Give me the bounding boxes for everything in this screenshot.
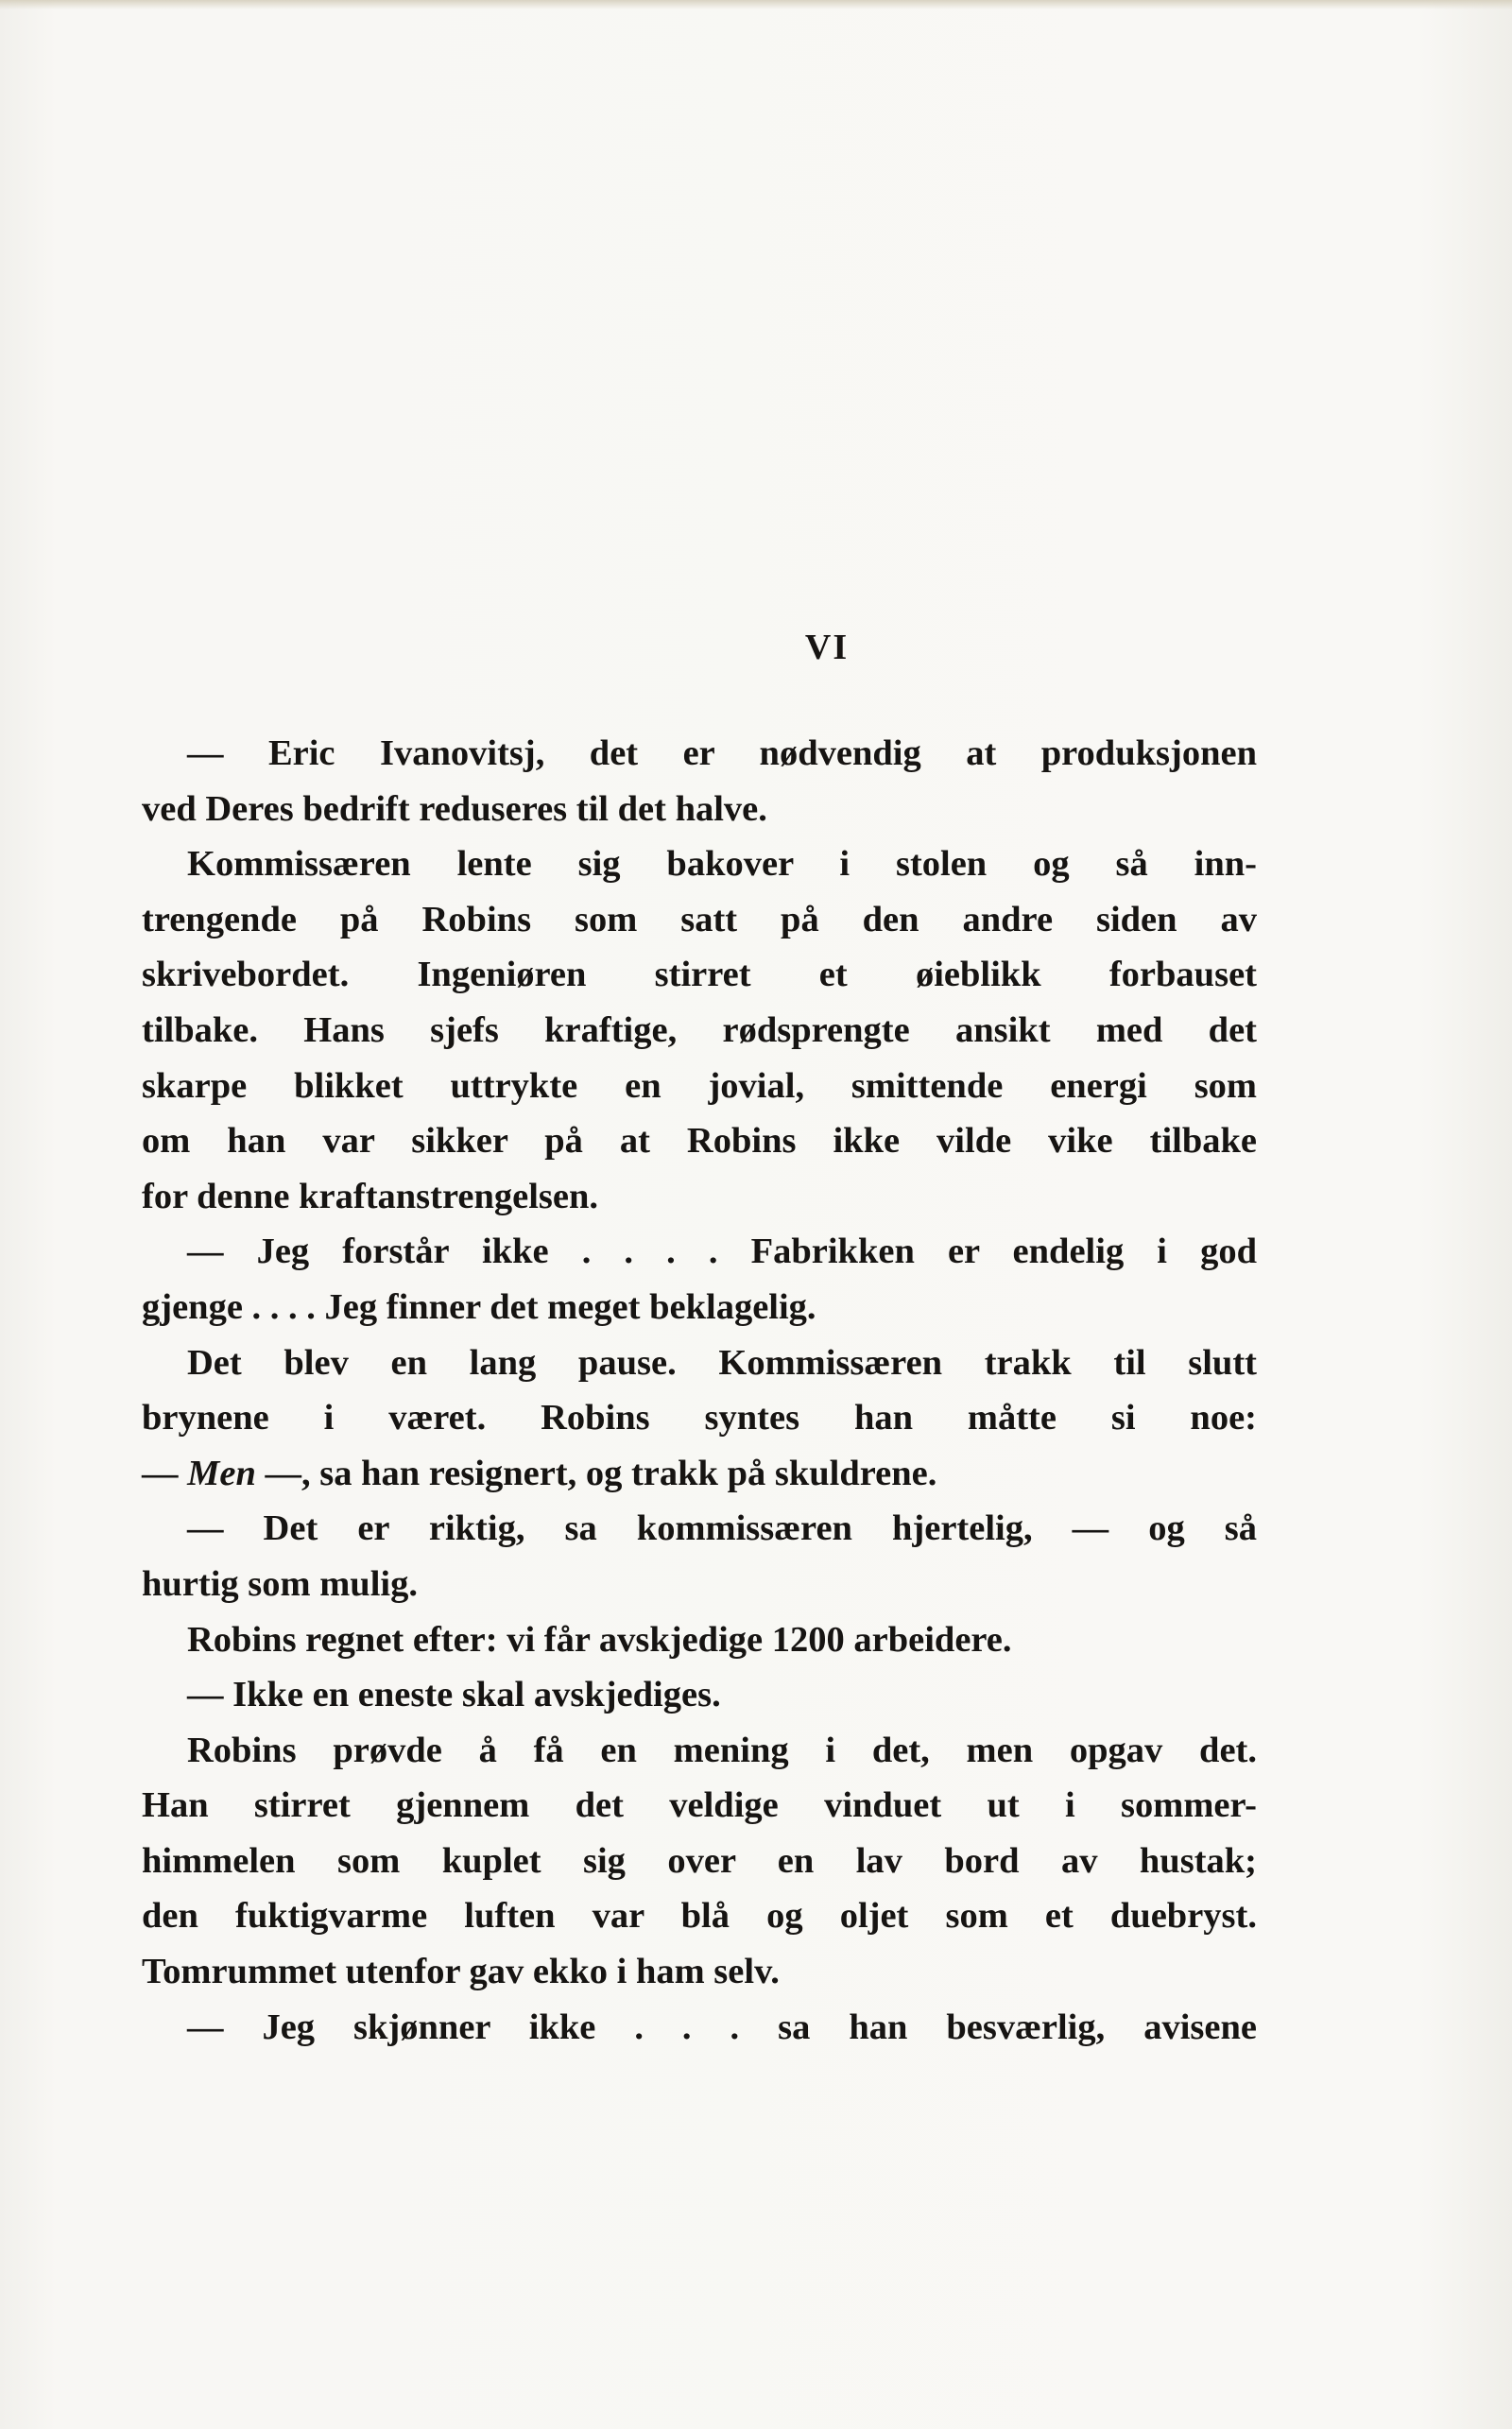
text-line: hurtig som mulig. [142, 1563, 418, 1604]
text-line: Det blev en lang pause. Kommissæren trakk til slutt [187, 1342, 1257, 1383]
text-span: — [142, 1453, 188, 1493]
text-line: gjenge . . . . Jeg finner det meget beklagelig. [142, 1286, 816, 1327]
text-line: himmelen som kuplet sig over en lav bord av hustak; [142, 1840, 1257, 1881]
text-line: Han stirret gjennem det veldige vinduet ut i sommer- [142, 1785, 1257, 1826]
text-line: — Jeg skjønner ikke . . . sa han besværlig, avisene [187, 2007, 1257, 2047]
text-line: — Ikke en eneste skal avskjediges. [187, 1675, 721, 1715]
text-line: for denne kraftanstrengelsen. [142, 1176, 599, 1216]
text-line: — Det er riktig, sa kommissæren hjertelig, — og så [187, 1508, 1257, 1549]
text-line: skarpe blikket uttrykte en jovial, smittende energi som [142, 1065, 1257, 1106]
text-line [142, 1446, 1257, 1502]
text-line: Kommissæren lente sig bakover i stolen og så inn- [187, 844, 1257, 885]
text-span: —, sa han resignert, og trakk på skuldrene. [255, 1453, 937, 1493]
text-line: den fuktigvarme luften var blå og oljet som et duebryst. [142, 1896, 1257, 1937]
text-line: brynene i været. Robins syntes han måtte si noe: [142, 1398, 1257, 1438]
text-line: — Jeg forstår ikke . . . . Fabrikken er endelig i god [187, 1232, 1257, 1272]
text-line: tilbake. Hans sjefs kraftige, rødsprengte ansikt med det [142, 1009, 1257, 1050]
text-line: om han var sikker på at Robins ikke vilde vike tilbake [142, 1121, 1257, 1162]
text-line: skrivebordet. Ingeniøren stirret et øieblikk forbauset [142, 955, 1257, 995]
text-line: Robins regnet efter: vi får avskjedige 1200 arbeidere. [187, 1619, 1012, 1660]
text-line: Tomrummet utenfor gav ekko i ham selv. [142, 1952, 780, 1992]
italic-word: Men [187, 1453, 256, 1493]
chapter-heading: VI [804, 628, 850, 667]
text-line: trengende på Robins som satt på den andre siden av [142, 899, 1257, 939]
text-line: ved Deres bedrift reduseres til det halve. [142, 788, 767, 829]
text-line: Robins prøvde å få en mening i det, men opgav det. [187, 1730, 1257, 1770]
text-line: — Eric Ivanovitsj, det er nødvendig at produksjonen [187, 733, 1257, 773]
body-text [142, 726, 1257, 2055]
page-top-edge [0, 0, 1512, 9]
